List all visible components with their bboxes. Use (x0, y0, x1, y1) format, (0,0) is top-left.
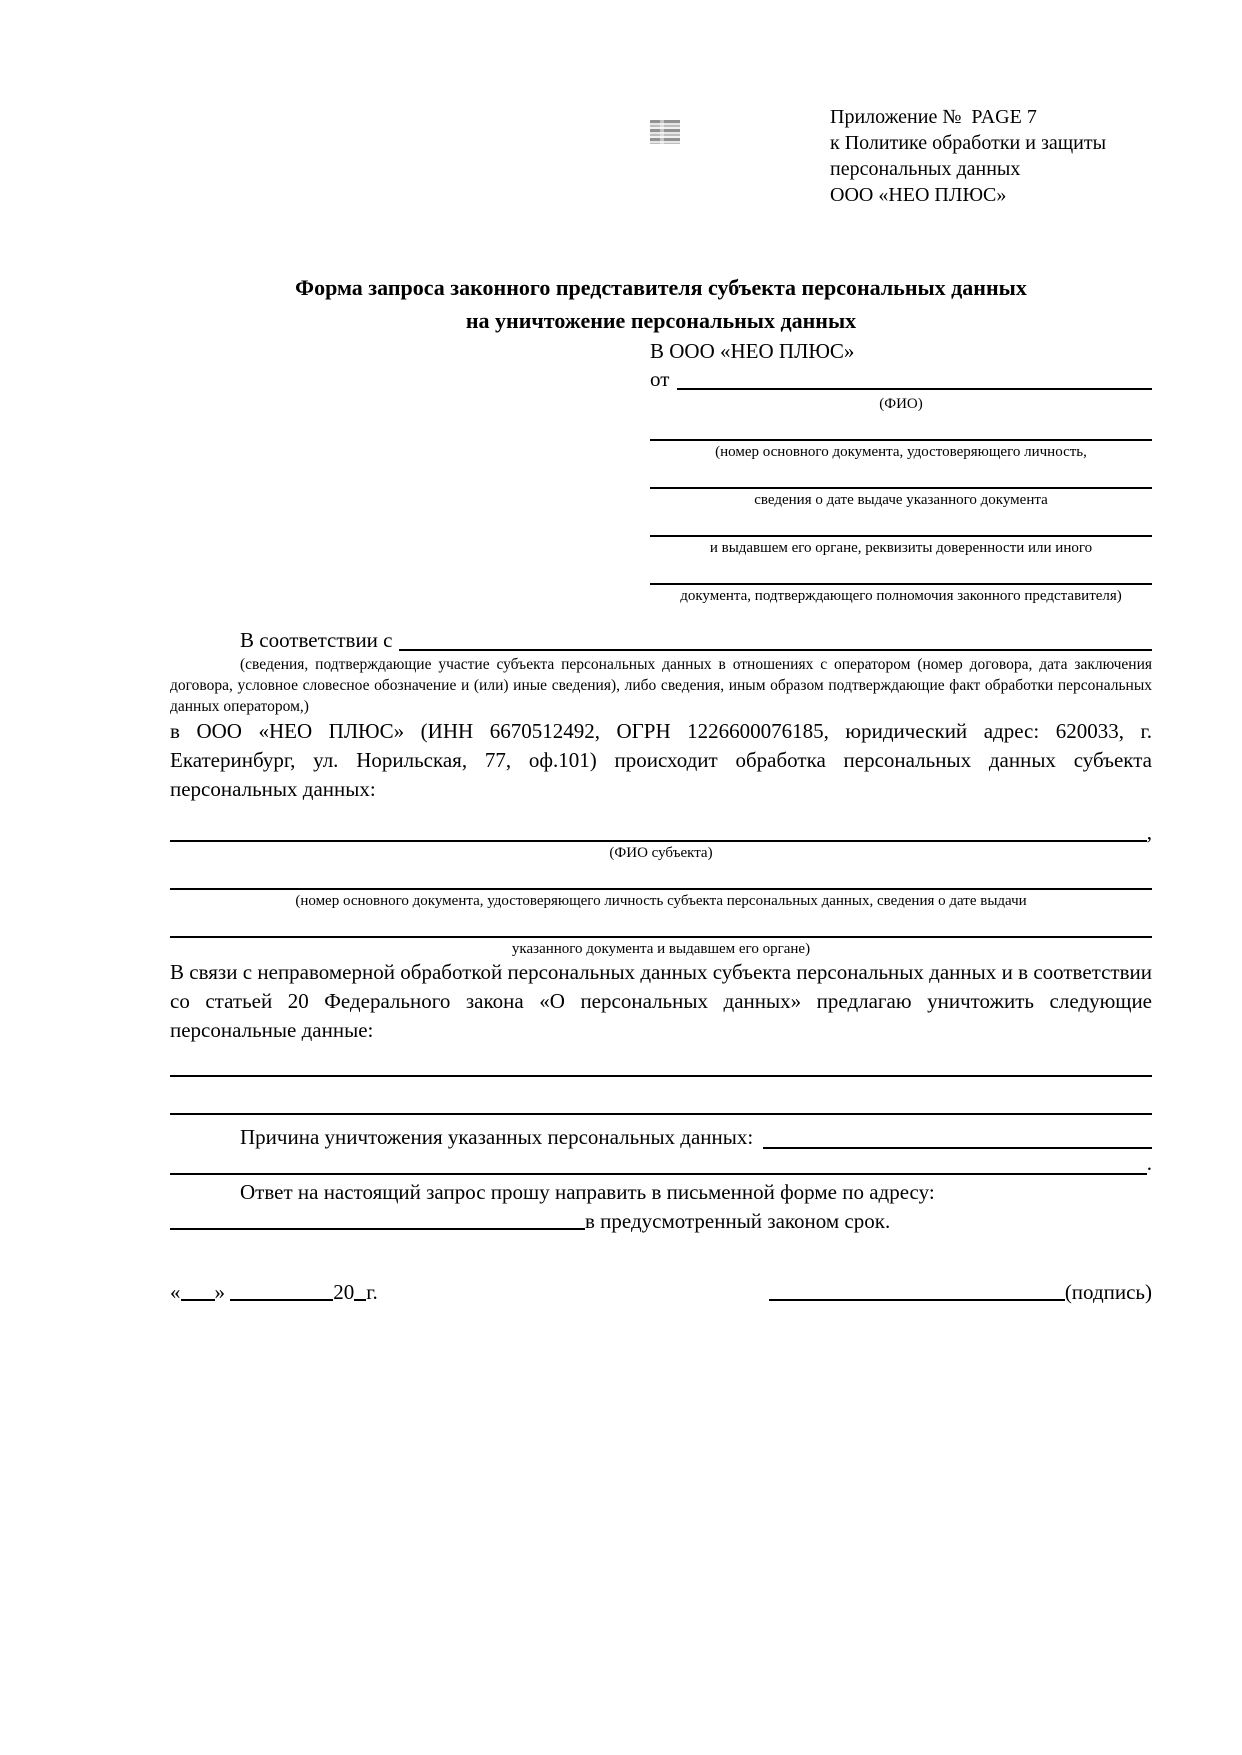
blank-field-line (170, 1216, 585, 1230)
blank-field-line (170, 1053, 1152, 1077)
addressee-to: В ООО «НЕО ПЛЮС» (650, 339, 855, 363)
reply-line: Ответ на настоящий запрос прошу направить в письменной форме по адресу: (240, 1180, 935, 1204)
signature-row (170, 1278, 1152, 1306)
blank-field-line (170, 1091, 1152, 1115)
trailing-comma: , (1146, 820, 1152, 844)
year-prefix: 20 (333, 1280, 355, 1304)
blank-field-line (399, 649, 1153, 651)
subject-fio-field (170, 820, 1152, 844)
year-blank (354, 1287, 366, 1301)
field-caption: указанного документа и выдавшем его органе) (511, 941, 811, 957)
reason-field (170, 1123, 1152, 1152)
blank-field-line (650, 461, 1152, 489)
blank-field-line (170, 1173, 1147, 1175)
date-field (170, 1278, 378, 1306)
document-title (170, 271, 1152, 337)
trailing-period: . (1146, 1151, 1152, 1175)
blank-field-line (763, 1147, 1152, 1149)
blank-field-line (170, 862, 1152, 890)
appendix-line: ООО «НЕО ПЛЮС» (830, 184, 1007, 206)
appendix-line: Приложение № PAGE 7 (830, 106, 1037, 128)
field-caption: и выдавшем его органе, реквизиты доверенности или иного (709, 540, 1093, 556)
field-caption: (номер основного документа, удостоверяющего личность субъекта персональных данных, сведения о дате выдачи (295, 893, 1027, 909)
from-blank-line (677, 388, 1152, 390)
field-caption: сведения о дате выдаче указанного документа (754, 492, 1048, 508)
signature-blank-line (769, 1287, 1065, 1301)
reply-address-field (170, 1207, 1152, 1236)
appendix-line: к Политике обработки и защиты (830, 132, 1107, 154)
operator-paragraph: в ООО «НЕО ПЛЮС» (ИНН 6670512492, ОГРН 1226600076185, юридический адрес: 620033, г. Екатеринбург, ул. Норильская, 77, оф.101) происходит обработка персональных данных субъекта персональных данных: (170, 719, 1152, 801)
field-caption: (номер основного документа, удостоверяющего личность, (715, 444, 1087, 460)
signature-field (769, 1278, 1152, 1306)
accordance-label: В соответствии с (240, 628, 393, 652)
blank-field-line (650, 509, 1152, 537)
accordance-field (170, 627, 1152, 654)
day-blank (181, 1287, 215, 1301)
reason-label: Причина уничтожения указанных персональных данных: (240, 1125, 754, 1149)
signature-caption: (подпись) (1064, 1280, 1152, 1304)
appendix-line: персональных данных (830, 158, 1021, 180)
document-body (170, 627, 1152, 1306)
from-label: от (650, 367, 670, 391)
month-blank (230, 1287, 333, 1301)
open-quote: « (170, 1280, 181, 1304)
field-caption: (ФИО) (879, 396, 923, 412)
blank-field-line (170, 840, 1147, 842)
blank-field-line (170, 910, 1152, 938)
close-quote: » (214, 1280, 225, 1304)
from-field (650, 365, 1152, 393)
field-caption: документа, подтверждающего полномочия законного представителя) (680, 588, 1122, 604)
field-caption: (ФИО субъекта) (609, 845, 713, 861)
addressee-block (650, 337, 1152, 605)
fine-print: (сведения, подтверждающие участие субъекта персональных данных в отношениях с оператором (номер договора, дата заключения договора, условное словесное обозначение и (или) иные сведения), либо сведения, иным образом подтверждающие факт обработки персональных данных оператором,) (170, 656, 1152, 715)
blank-field-line (650, 413, 1152, 441)
reason-continuation-field (170, 1152, 1152, 1178)
field-code-icon (650, 120, 680, 144)
blank-field-line (650, 557, 1152, 585)
appendix-block (830, 104, 1106, 208)
title-line: Форма запроса законного представителя субъекта персональных данных (295, 275, 1027, 300)
reply-suffix: в предусмотренный законом срок. (585, 1209, 891, 1233)
destroy-paragraph: В связи с неправомерной обработкой персональных данных субъекта персональных данных и в соответствии со статьей 20 Федерального закона «О персональных данных» предлагаю уничтожить следующие персональные данные: (170, 960, 1152, 1042)
title-line: на уничтожение персональных данных (465, 308, 857, 333)
year-suffix: г. (366, 1280, 378, 1304)
